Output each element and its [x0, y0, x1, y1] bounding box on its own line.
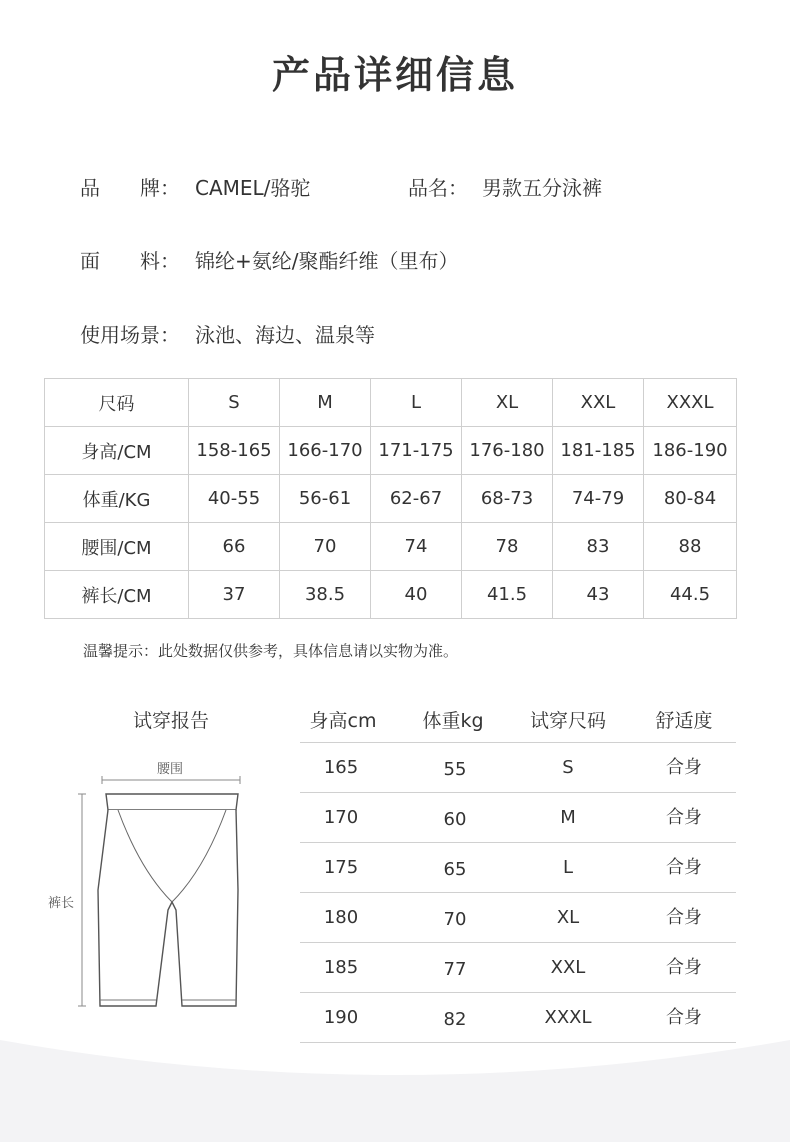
- table-cell: 166-170: [280, 427, 371, 475]
- table-cell: 83: [553, 523, 644, 571]
- fit-height-cell: 165: [323, 757, 359, 778]
- fit-header-size: 试穿尺码: [529, 710, 606, 732]
- page-title: 产品详细信息: [271, 53, 518, 97]
- fit-table: [300, 742, 736, 1043]
- fit-height-cell: 180: [323, 907, 359, 928]
- report-title: 试穿报告: [132, 710, 209, 732]
- table-cell: 66: [189, 523, 280, 571]
- fabric-value: 锦纶+氨纶/聚酯纤维（里布）: [195, 249, 459, 273]
- table-cell: 186-190: [644, 427, 737, 475]
- table-header-cell: XXL: [553, 379, 644, 427]
- fit-header-weight: 体重kg: [422, 710, 484, 732]
- length-label: 裤长: [48, 896, 75, 911]
- table-cell: 68-73: [462, 475, 553, 523]
- table-row: [300, 992, 736, 1043]
- fit-height-cell: 175: [323, 857, 359, 878]
- fit-size-cell: S: [562, 757, 574, 778]
- fit-comfort-cell: 合身: [666, 957, 702, 978]
- table-cell: 158-165: [189, 427, 280, 475]
- table-cell: 88: [644, 523, 737, 571]
- table-cell: 56-61: [280, 475, 371, 523]
- table-cell: 40: [371, 571, 462, 619]
- table-row: [300, 842, 736, 892]
- table-cell: 74-79: [553, 475, 644, 523]
- brand-label: 品 牌：: [80, 176, 180, 200]
- fit-weight-cell: 82: [443, 1009, 467, 1030]
- table-row: [45, 571, 737, 619]
- table-cell: 裤长/CM: [45, 571, 189, 619]
- fit-weight-cell: 70: [443, 909, 467, 930]
- table-row: [300, 742, 736, 792]
- fit-size-cell: M: [560, 807, 576, 828]
- bottom-wave-decoration: [0, 1040, 790, 1142]
- fit-size-cell: L: [562, 857, 574, 878]
- table-cell: 70: [280, 523, 371, 571]
- table-cell: 40-55: [189, 475, 280, 523]
- fit-size-cell: XL: [556, 907, 580, 928]
- fit-comfort-cell: 合身: [666, 907, 702, 928]
- fit-header-height: 身高cm: [309, 710, 377, 732]
- fit-comfort-cell: 合身: [666, 857, 702, 878]
- table-cell: 41.5: [462, 571, 553, 619]
- table-header-cell: XXXL: [644, 379, 737, 427]
- brand-value: CAMEL/骆驼: [195, 176, 311, 200]
- table-cell: 78: [462, 523, 553, 571]
- table-cell: 44.5: [644, 571, 737, 619]
- fit-height-cell: 185: [323, 957, 359, 978]
- tip-note: 温馨提示：此处数据仅供参考，具体信息请以实物为准。: [83, 642, 459, 660]
- table-row: [300, 942, 736, 992]
- table-cell: 171-175: [371, 427, 462, 475]
- table-cell: 176-180: [462, 427, 553, 475]
- table-header-cell: S: [189, 379, 280, 427]
- fit-comfort-cell: 合身: [666, 1007, 702, 1028]
- fit-weight-cell: 77: [443, 959, 467, 980]
- table-row: [300, 792, 736, 842]
- table-header-cell: 尺码: [45, 379, 189, 427]
- fit-comfort-cell: 合身: [666, 807, 702, 828]
- size-table-header: [45, 379, 737, 427]
- table-header-cell: XL: [462, 379, 553, 427]
- table-cell: 80-84: [644, 475, 737, 523]
- scene-label: 使用场景：: [80, 323, 180, 347]
- table-header-cell: M: [280, 379, 371, 427]
- size-table: [44, 378, 737, 619]
- table-cell: 181-185: [553, 427, 644, 475]
- fit-comfort-cell: 合身: [666, 757, 702, 778]
- table-cell: 腰围/CM: [45, 523, 189, 571]
- fit-height-cell: 190: [323, 1007, 359, 1028]
- table-row: [45, 427, 737, 475]
- table-cell: 74: [371, 523, 462, 571]
- table-cell: 62-67: [371, 475, 462, 523]
- fit-weight-cell: 65: [443, 859, 467, 880]
- fabric-label: 面 料：: [80, 249, 180, 273]
- shorts-diagram-icon: [70, 770, 260, 1015]
- fabric-key: 面 料: [80, 249, 160, 273]
- fit-weight-cell: 60: [443, 809, 467, 830]
- table-cell: 体重/KG: [45, 475, 189, 523]
- table-header-cell: L: [371, 379, 462, 427]
- table-cell: 43: [553, 571, 644, 619]
- fit-header-comfort: 舒适度: [655, 710, 713, 732]
- table-row: [45, 475, 737, 523]
- table-cell: 身高/CM: [45, 427, 189, 475]
- fit-size-cell: XXL: [550, 957, 586, 978]
- fit-height-cell: 170: [323, 807, 359, 828]
- table-row: [300, 892, 736, 942]
- table-row: [45, 523, 737, 571]
- fit-weight-cell: 55: [443, 759, 467, 780]
- table-cell: 38.5: [280, 571, 371, 619]
- fit-size-cell: XXXL: [544, 1007, 592, 1028]
- scene-value: 泳池、海边、温泉等: [195, 323, 375, 347]
- table-cell: 37: [189, 571, 280, 619]
- waist-label: 腰围: [156, 762, 183, 777]
- name-label: 品名：: [408, 176, 468, 200]
- name-value: 男款五分泳裤: [482, 176, 602, 200]
